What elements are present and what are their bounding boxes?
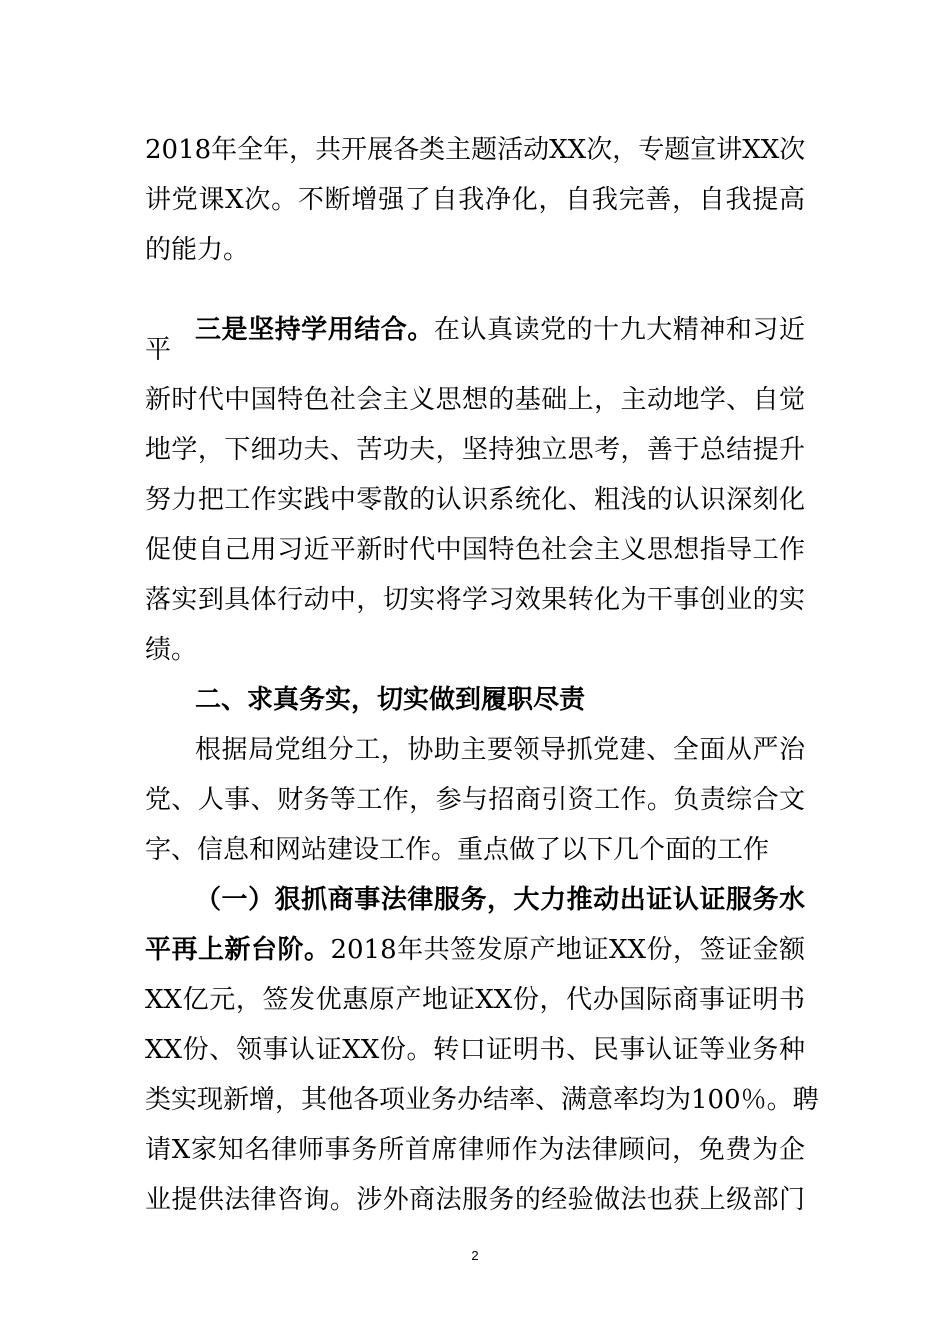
paragraph-line: 地学，下细功夫、苦功夫，坚持独立思考，善于总结提升 [145,435,805,465]
paragraph-text: 2018年共签发原产地证XX份，签证金额 [330,935,805,965]
subsection-heading: （一）狠抓商事法律服务，大力推动出证认证服务水 [195,885,805,915]
section-heading: 二、求真务实，切实做到履职尽责 [195,685,586,715]
paragraph-line: XX亿元，签发优惠原产地证XX份，代办国际商事证明书 [145,985,805,1015]
paragraph-line: 根据局党组分工，协助主要领导抓党建、全面从严治 [195,735,805,765]
paragraph-line: 平 [145,335,172,365]
paragraph-line: 绩。 [145,635,198,665]
paragraph-line [195,314,805,346]
paragraph-line: 促使自己用习近平新时代中国特色社会主义思想指导工作 [145,535,805,565]
paragraph-line: 类实现新增，其他各项业务办结率、满意率均为100％。聘 [145,1085,819,1115]
paragraph-line: 请X家知名律师事务所首席律师作为法律顾问，免费为企 [145,1135,805,1165]
paragraph-text: 在认真读党的十九大精神和习近 [433,315,805,345]
paragraph-line [145,934,805,966]
paragraph-line: 落实到具体行动中，切实将学习效果转化为干事创业的实 [145,585,805,615]
paragraph-line: 党、人事、财务等工作，参与招商引资工作。负责综合文 [145,785,805,815]
paragraph-line: XX份、领事认证XX份。转口证明书、民事认证等业务种 [145,1035,805,1065]
page-number: 2 [471,1248,479,1263]
paragraph-line: 讲党课X次。不断增强了自我净化，自我完善，自我提高 [145,185,805,215]
paragraph-line: 业提供法律咨询。涉外商法服务的经验做法也获上级部门 [145,1185,805,1215]
bold-lead: 平再上新台阶。 [145,935,331,965]
paragraph-line: 2018年全年，共开展各类主题活动XX次，专题宣讲XX次 [145,135,806,165]
bold-lead: 三是坚持学用结合。 [195,315,434,345]
paragraph-line: 字、信息和网站建设工作。重点做了以下几个面的工作 [145,835,770,865]
paragraph-line: 努力把工作实践中零散的认识系统化、粗浅的认识深刻化 [145,485,805,515]
paragraph-line: 新时代中国特色社会主义思想的基础上，主动地学、自觉 [145,385,805,415]
paragraph-line: 的能力。 [145,235,250,265]
